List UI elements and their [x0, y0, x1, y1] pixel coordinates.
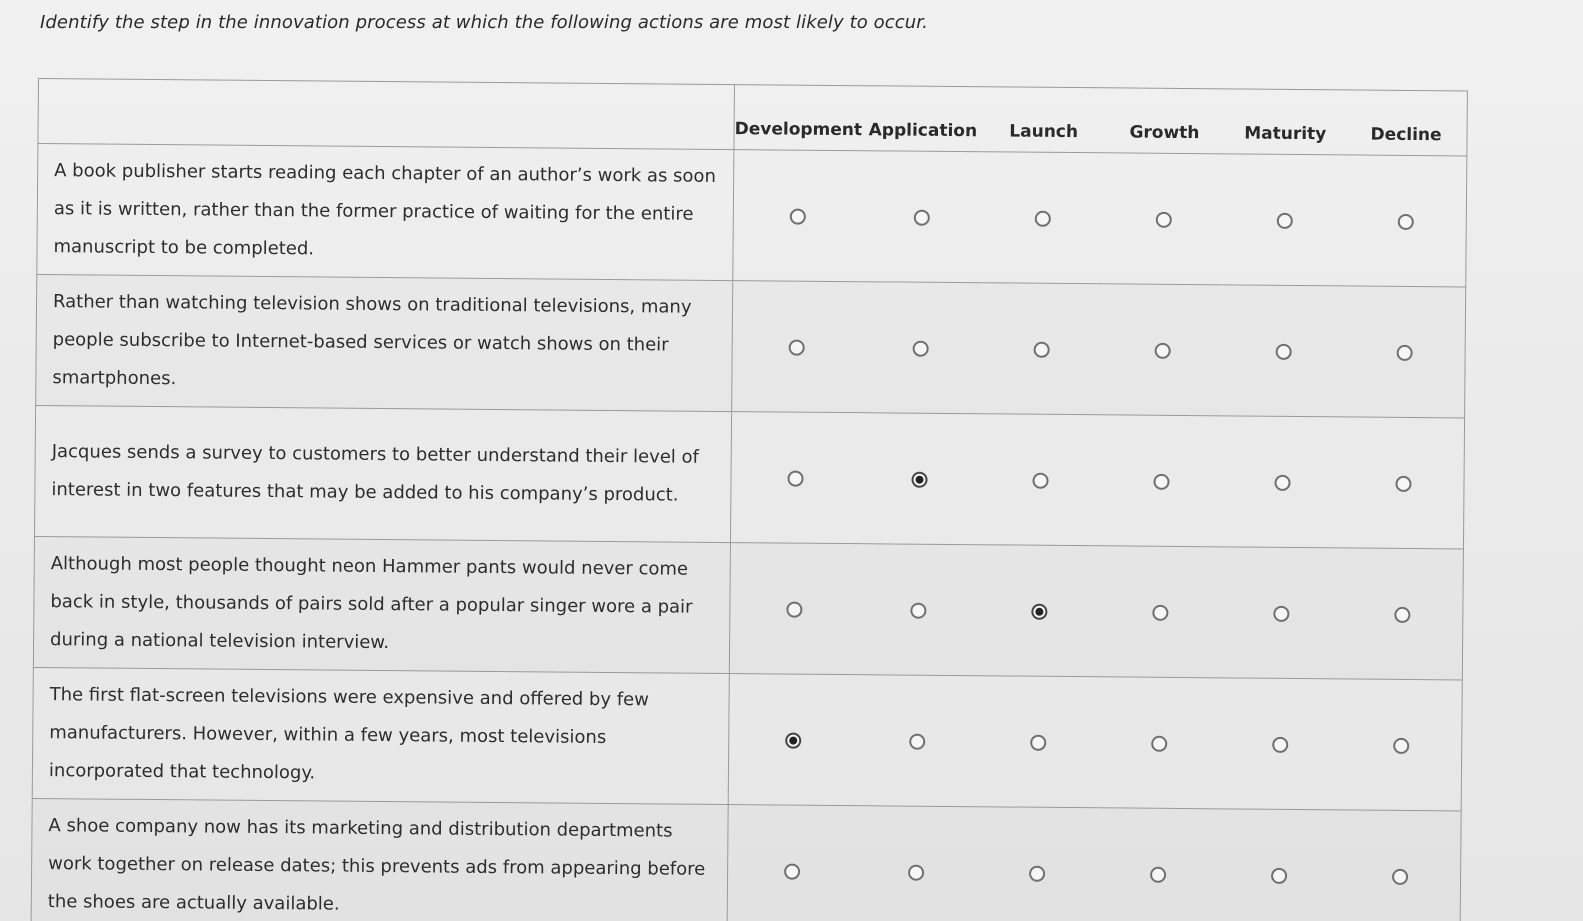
column-header-decline: Decline — [1345, 90, 1467, 156]
option-cell-application — [861, 151, 983, 283]
option-cell-maturity — [1221, 416, 1343, 548]
option-cell-development — [731, 281, 861, 413]
option-cell-decline — [1344, 155, 1467, 287]
table-row — [34, 405, 1464, 548]
option-cell-growth — [1100, 415, 1222, 547]
radio-development[interactable] — [787, 471, 803, 487]
option-cell-maturity — [1224, 154, 1346, 286]
radio-growth[interactable] — [1152, 605, 1168, 621]
question-prompt: Identify the step in the innovation process at which the following actions are most likely to occur. — [40, 12, 928, 33]
radio-launch[interactable] — [1035, 211, 1051, 227]
radio-decline[interactable] — [1393, 738, 1409, 754]
option-cell-application — [855, 806, 977, 921]
option-cell-application — [859, 413, 981, 545]
radio-growth[interactable] — [1150, 867, 1166, 883]
option-cell-launch — [976, 807, 1098, 921]
table-row — [36, 274, 1466, 417]
radio-growth[interactable] — [1154, 343, 1170, 359]
option-cell-development — [728, 674, 858, 806]
option-cell-growth — [1103, 153, 1225, 285]
option-cell-growth — [1102, 284, 1224, 416]
option-cell-development — [729, 543, 859, 675]
option-cell-application — [857, 675, 979, 807]
radio-decline[interactable] — [1397, 214, 1413, 230]
option-cell-maturity — [1218, 809, 1340, 921]
radio-decline[interactable] — [1392, 869, 1408, 885]
option-cell-maturity — [1219, 678, 1341, 810]
radio-launch[interactable] — [1030, 735, 1046, 751]
radio-launch[interactable] — [1031, 604, 1047, 620]
column-header-growth: Growth — [1104, 88, 1225, 154]
option-cell-launch — [980, 414, 1102, 546]
radio-maturity[interactable] — [1275, 344, 1291, 360]
radio-development[interactable] — [784, 864, 800, 880]
radio-application[interactable] — [909, 734, 925, 750]
radio-maturity[interactable] — [1276, 213, 1292, 229]
column-header-application: Application — [862, 86, 983, 152]
column-header-launch: Launch — [983, 87, 1104, 153]
radio-growth[interactable] — [1151, 736, 1167, 752]
option-cell-decline — [1343, 286, 1466, 418]
radio-maturity[interactable] — [1272, 737, 1288, 753]
option-cell-growth — [1097, 808, 1219, 921]
matching-table — [31, 78, 1468, 921]
radio-growth[interactable] — [1153, 474, 1169, 490]
table-row — [33, 536, 1463, 679]
option-cell-development — [732, 150, 862, 282]
option-cell-growth — [1098, 677, 1220, 809]
radio-development[interactable] — [786, 602, 802, 618]
radio-maturity[interactable] — [1271, 868, 1287, 884]
radio-development[interactable] — [788, 340, 804, 356]
option-cell-decline — [1342, 417, 1465, 549]
statement-text: The first flat-screen televisions were expensive and offered by few manufacturers. However, within a few years, most televisions incorporated that technology. — [32, 667, 729, 804]
option-cell-growth — [1099, 546, 1221, 678]
radio-application[interactable] — [914, 210, 930, 226]
table-row — [31, 798, 1461, 921]
radio-decline[interactable] — [1396, 345, 1412, 361]
radio-growth[interactable] — [1156, 212, 1172, 228]
radio-application[interactable] — [911, 603, 927, 619]
statement-text: A book publisher starts reading each chapter of an author’s work as soon as it is written, rather than the former practice of waiting for the entire manuscript to be completed. — [37, 144, 734, 281]
statement-text: Rather than watching television shows on traditional televisions, many people subscribe to Internet-based services or watch shows on their smartphones. — [36, 274, 733, 411]
option-cell-launch — [982, 152, 1104, 284]
option-cell-application — [860, 282, 982, 414]
option-cell-launch — [979, 545, 1101, 677]
radio-launch[interactable] — [1034, 342, 1050, 358]
option-cell-maturity — [1220, 547, 1342, 679]
radio-maturity[interactable] — [1273, 606, 1289, 622]
option-cell-application — [858, 544, 980, 676]
radio-decline[interactable] — [1394, 607, 1410, 623]
statement-text: Jacques sends a survey to customers to better understand their level of interest in two features that may be added to his company’s product. — [34, 405, 731, 542]
option-cell-launch — [977, 676, 1099, 808]
option-cell-development — [730, 412, 860, 544]
column-header-development: Development — [734, 85, 863, 151]
radio-launch[interactable] — [1029, 866, 1045, 882]
option-cell-maturity — [1222, 285, 1344, 417]
header-blank-cell — [38, 79, 734, 150]
column-header-maturity: Maturity — [1225, 89, 1346, 155]
table-row — [37, 144, 1467, 287]
radio-maturity[interactable] — [1274, 475, 1290, 491]
radio-development[interactable] — [785, 733, 801, 749]
header-row — [38, 79, 1468, 156]
statement-text: A shoe company now has its marketing and distribution departments work together on release dates; this prevents ads from appearing before the shoes are actually available. — [31, 798, 728, 921]
radio-decline[interactable] — [1395, 476, 1411, 492]
radio-development[interactable] — [790, 209, 806, 225]
radio-application[interactable] — [913, 341, 929, 357]
option-cell-development — [727, 805, 857, 921]
radio-application[interactable] — [912, 472, 928, 488]
table-row — [32, 667, 1462, 810]
table-body — [31, 144, 1467, 921]
option-cell-decline — [1340, 679, 1463, 811]
option-cell-launch — [981, 283, 1103, 415]
option-cell-decline — [1339, 810, 1462, 921]
statement-text: Although most people thought neon Hammer pants would never come back in style, thousands of pairs sold after a popular singer wore a pair during a national television interview. — [33, 536, 730, 673]
radio-launch[interactable] — [1033, 473, 1049, 489]
option-cell-decline — [1341, 548, 1464, 680]
radio-application[interactable] — [908, 865, 924, 881]
